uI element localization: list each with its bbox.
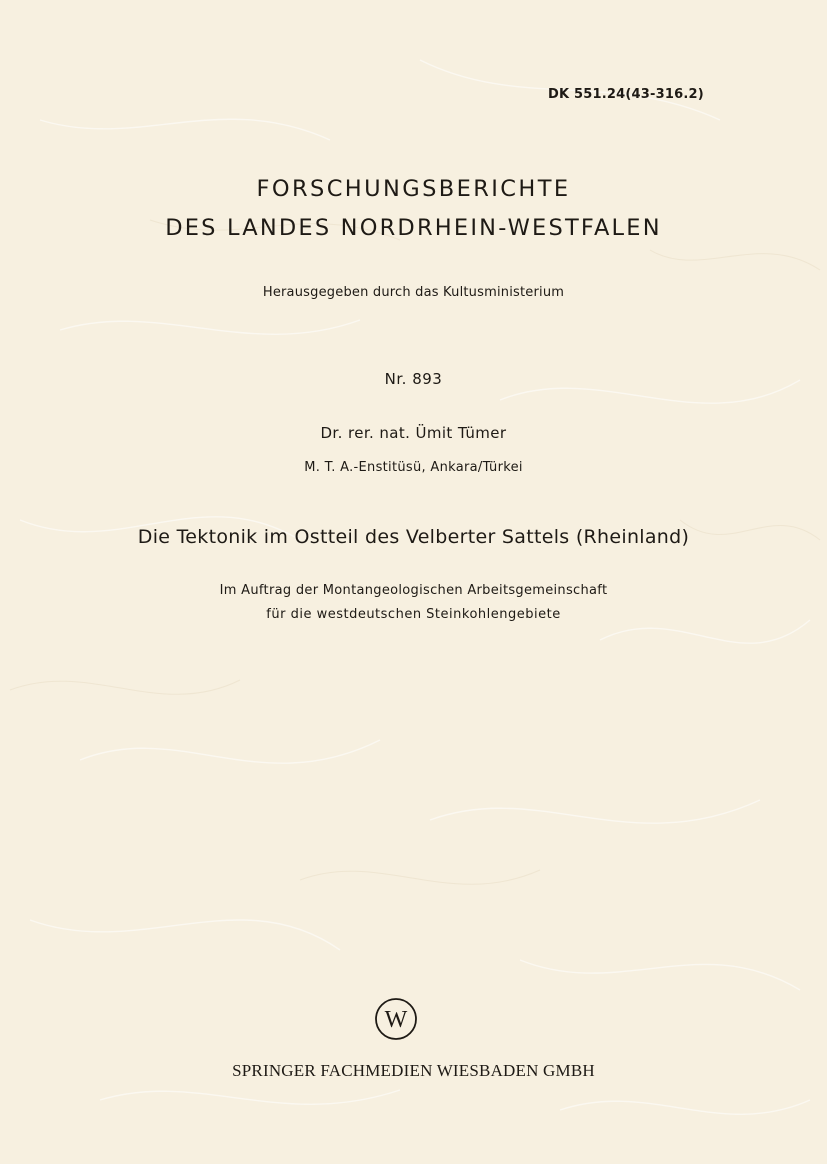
classification-code: DK 551.24(43-316.2) — [548, 87, 704, 102]
series-title-line-2: DES LANDES NORDRHEIN-WESTFALEN — [165, 215, 662, 241]
publisher-logo-icon — [374, 997, 418, 1041]
commission-line-1: Im Auftrag der Montangeologischen Arbeitsgemeinschaft — [219, 583, 608, 598]
publisher-name: SPRINGER FACHMEDIEN WIESBADEN GMBH — [232, 1061, 595, 1080]
volume-number: Nr. 893 — [384, 370, 443, 388]
publisher-logo-letter: W — [384, 1007, 408, 1033]
author-affiliation: M. T. A.-Enstitüsü, Ankara/Türkei — [304, 460, 523, 475]
book-title: Die Tektonik im Ostteil des Velberter Sattels (Rheinland) — [137, 526, 690, 548]
series-title-line-1: FORSCHUNGSBERICHTE — [256, 176, 571, 202]
editor-line: Herausgegeben durch das Kultusministerium — [262, 285, 565, 300]
author-name: Dr. rer. nat. Ümit Tümer — [320, 424, 507, 442]
commission-line-2: für die westdeutschen Steinkohlengebiete — [266, 607, 561, 622]
